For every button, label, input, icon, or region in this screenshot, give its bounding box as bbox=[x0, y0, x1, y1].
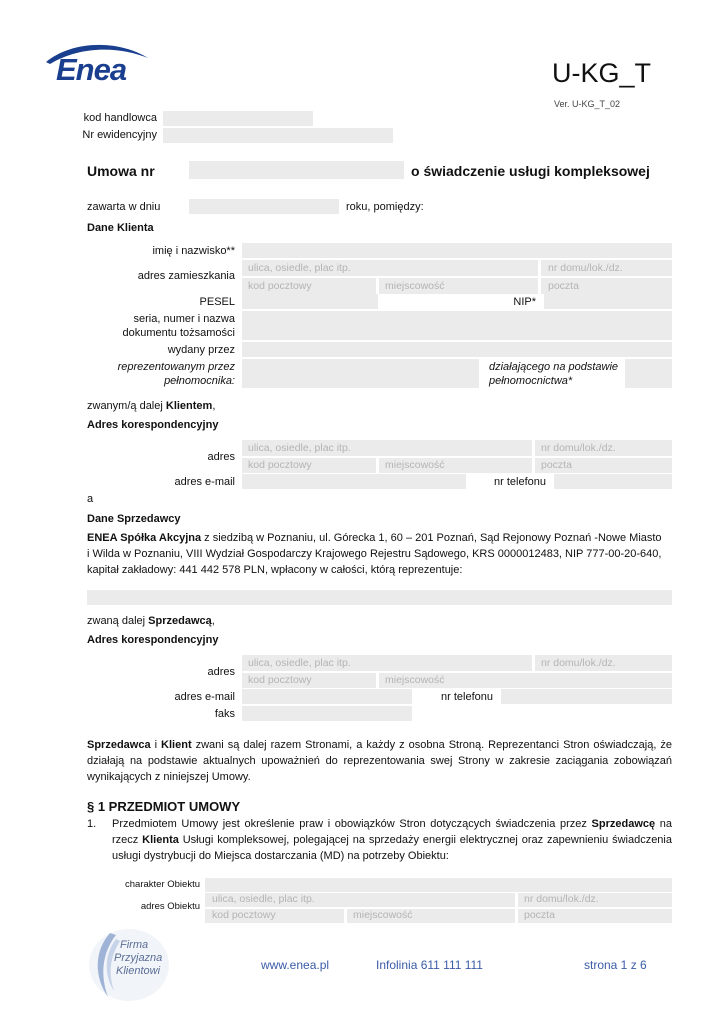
house-placeholder: nr domu/lok./dz. bbox=[524, 893, 599, 905]
and-word: a bbox=[87, 493, 94, 505]
city-placeholder: miejscowość bbox=[385, 674, 445, 686]
seller-address-label: adres bbox=[207, 666, 235, 678]
street-placeholder: ulica, osiedle, plac itp. bbox=[248, 262, 351, 274]
nr-ewidencyjny-field[interactable] bbox=[163, 128, 393, 143]
parties-paragraph bbox=[87, 737, 672, 785]
date-field[interactable] bbox=[189, 199, 339, 214]
seller-representative-field[interactable] bbox=[87, 590, 672, 605]
s1-text-1: Przedmiotem Umowy jest określenie praw i obowiązków Stron dotyczących świadczenia przez bbox=[112, 818, 592, 830]
id-doc-label-2: dokumentu tożsamości bbox=[122, 327, 235, 339]
client-email-field[interactable] bbox=[242, 474, 466, 489]
client-phone-label: nr telefonu bbox=[494, 476, 546, 488]
house-placeholder: nr domu/lok./dz. bbox=[548, 262, 623, 274]
seller-line-2: i Wilda w Poznaniu, VIII Wydział Gospodarczy Krajowego Rejestru Sądowego, KRS 0000012483, NIP 777-00-20-640, bbox=[87, 548, 662, 560]
house-placeholder: nr domu/lok./dz. bbox=[541, 442, 616, 454]
seller-fax-label: faks bbox=[214, 708, 235, 720]
client-heading: Dane Klienta bbox=[87, 222, 154, 234]
footer-website[interactable]: www.enea.pl bbox=[261, 958, 330, 972]
charakter-obiektu-label: charakter Obiektu bbox=[125, 879, 200, 890]
pesel-field[interactable] bbox=[242, 294, 378, 309]
id-doc-label-1: seria, numer i nazwa bbox=[133, 313, 235, 325]
seller-heading: Dane Sprzedawcy bbox=[87, 513, 181, 525]
seller-email-label: adres e-mail bbox=[174, 691, 235, 703]
badge-line-1: Firma bbox=[120, 939, 149, 951]
issued-by-field[interactable] bbox=[242, 342, 672, 357]
post-placeholder: poczta bbox=[541, 459, 572, 471]
postcode-placeholder: kod pocztowy bbox=[248, 280, 312, 292]
nip-field[interactable] bbox=[544, 294, 672, 309]
charakter-obiektu-field[interactable] bbox=[205, 878, 672, 892]
s1-client: Klienta bbox=[142, 834, 179, 846]
client-phone-field[interactable] bbox=[554, 474, 672, 489]
swoosh-badge-icon bbox=[86, 925, 172, 1003]
roku-label: roku, pomiędzy: bbox=[346, 201, 424, 213]
parties-seller: Sprzedawca bbox=[87, 739, 151, 751]
id-doc-field[interactable] bbox=[242, 311, 672, 340]
seller-corr-heading: Adres korespondencyjny bbox=[87, 634, 219, 646]
represented-label-1: reprezentowanym przez bbox=[117, 361, 235, 373]
issued-by-label: wydany przez bbox=[167, 344, 235, 356]
footer-infolinia: Infolinia 611 111 111 bbox=[376, 958, 483, 972]
client-name-field[interactable] bbox=[242, 243, 672, 258]
acting-basis-label-2: pełnomocnictwa* bbox=[489, 375, 573, 387]
seller-phone-label: nr telefonu bbox=[441, 691, 493, 703]
city-placeholder: miejscowość bbox=[353, 909, 413, 921]
street-placeholder: ulica, osiedle, plac itp. bbox=[248, 442, 351, 454]
city-placeholder: miejscowość bbox=[385, 280, 445, 292]
client-email-label: adres e-mail bbox=[174, 476, 235, 488]
seller-named-pre: zwaną dalej bbox=[87, 615, 149, 627]
seller-fax-field[interactable] bbox=[242, 706, 412, 721]
seller-email-field[interactable] bbox=[242, 689, 412, 704]
representative-field[interactable] bbox=[242, 359, 479, 388]
client-corr-address-label: adres bbox=[207, 451, 235, 463]
nip-label: NIP* bbox=[513, 296, 536, 308]
enea-logo bbox=[40, 40, 155, 85]
doc-code: U-KG_T bbox=[552, 58, 652, 88]
client-address-label: adres zamieszkania bbox=[137, 270, 235, 282]
section-1-paragraph bbox=[112, 816, 672, 864]
street-placeholder: ulica, osiedle, plac itp. bbox=[248, 657, 351, 669]
street-placeholder: ulica, osiedle, plac itp. bbox=[212, 893, 315, 905]
client-named-bold: Klientem bbox=[165, 400, 213, 412]
city-placeholder: miejscowość bbox=[385, 459, 445, 471]
postcode-placeholder: kod pocztowy bbox=[212, 909, 276, 921]
seller-line-3: kapitał zakładowy: 441 442 578 PLN, wpłacony w całości, którą reprezentuje: bbox=[87, 564, 463, 576]
parties-text-2: zwani są dalej razem Stronami, a każdy z osobna Stroną. Reprezentanci Stron oświadczają, że działają na podstawie aktualnych upoważnień do reprezentowania swej Strony w zakresie zaciągania zobowiązań wynikających z niniejszej Umowy. bbox=[87, 739, 672, 783]
client-named-post: , bbox=[212, 400, 216, 412]
contract-number-field[interactable] bbox=[189, 161, 404, 179]
zawarta-label: zawarta w dniu bbox=[87, 201, 161, 213]
section-1-heading: § 1 PRZEDMIOT UMOWY bbox=[87, 799, 241, 814]
badge-line-2: Przyjazna bbox=[114, 952, 163, 964]
client-corr-heading: Adres korespondencyjny bbox=[87, 419, 219, 431]
seller-phone-field[interactable] bbox=[501, 689, 672, 704]
s1-text-3: Usługi kompleksowej, polegającej na sprzedaży energii elektrycznej oraz zapewnieniu świadczenia usługi dystrybucji do Miejsca dostarczania (MD) na potrzeby Obiektu: bbox=[112, 834, 672, 862]
postcode-placeholder: kod pocztowy bbox=[248, 674, 312, 686]
client-named-pre: zwanym/ą dalej bbox=[87, 400, 166, 412]
adres-obiektu-label: adres Obiektu bbox=[140, 901, 200, 912]
post-placeholder: poczta bbox=[524, 909, 555, 921]
postcode-placeholder: kod pocztowy bbox=[248, 459, 312, 471]
seller-named-line bbox=[87, 614, 215, 628]
contract-title-suffix: o świadczenie usługi kompleksowej bbox=[411, 163, 650, 179]
acting-basis-label-1: działającego na podstawie bbox=[489, 361, 619, 373]
kod-handlowca-field[interactable] bbox=[163, 111, 313, 126]
seller-named-bold: Sprzedawcą bbox=[148, 615, 212, 627]
badge-line-3: Klientowi bbox=[116, 965, 161, 977]
footer-page: strona 1 z 6 bbox=[584, 958, 647, 972]
seller-named-post: , bbox=[211, 615, 215, 627]
seller-line-1 bbox=[87, 531, 662, 545]
post-placeholder: poczta bbox=[548, 280, 579, 292]
client-name-label: imię i nazwisko** bbox=[152, 245, 235, 257]
power-of-attorney-field[interactable] bbox=[625, 359, 672, 388]
s1-seller: Sprzedawcę bbox=[591, 818, 656, 830]
item-number: 1. bbox=[87, 818, 97, 830]
pesel-label: PESEL bbox=[199, 296, 235, 308]
doc-version: Ver. U-KG_T_02 bbox=[554, 99, 621, 109]
represented-label-2: pełnomocnika: bbox=[164, 375, 235, 387]
client-named-line bbox=[87, 399, 215, 413]
seller-line-1-rest: z siedzibą w Poznaniu, ul. Górecka 1, 60 – 201 Poznań, Sąd Rejonowy Poznań -Nowe Miasto bbox=[201, 532, 662, 544]
contract-title-prefix: Umowa nr bbox=[87, 163, 155, 179]
s1-text-2: na rzecz bbox=[112, 818, 672, 846]
house-placeholder: nr domu/lok./dz. bbox=[541, 657, 616, 669]
friendly-firm-badge bbox=[86, 925, 172, 1003]
seller-name: ENEA Spółka Akcyjna bbox=[87, 532, 202, 544]
kod-handlowca-label: kod handlowca bbox=[83, 112, 157, 124]
parties-text-1: i bbox=[150, 739, 162, 751]
logo-text: Enea bbox=[56, 52, 127, 87]
parties-client: Klient bbox=[161, 739, 192, 751]
nr-ewidencyjny-label: Nr ewidencyjny bbox=[82, 129, 157, 141]
